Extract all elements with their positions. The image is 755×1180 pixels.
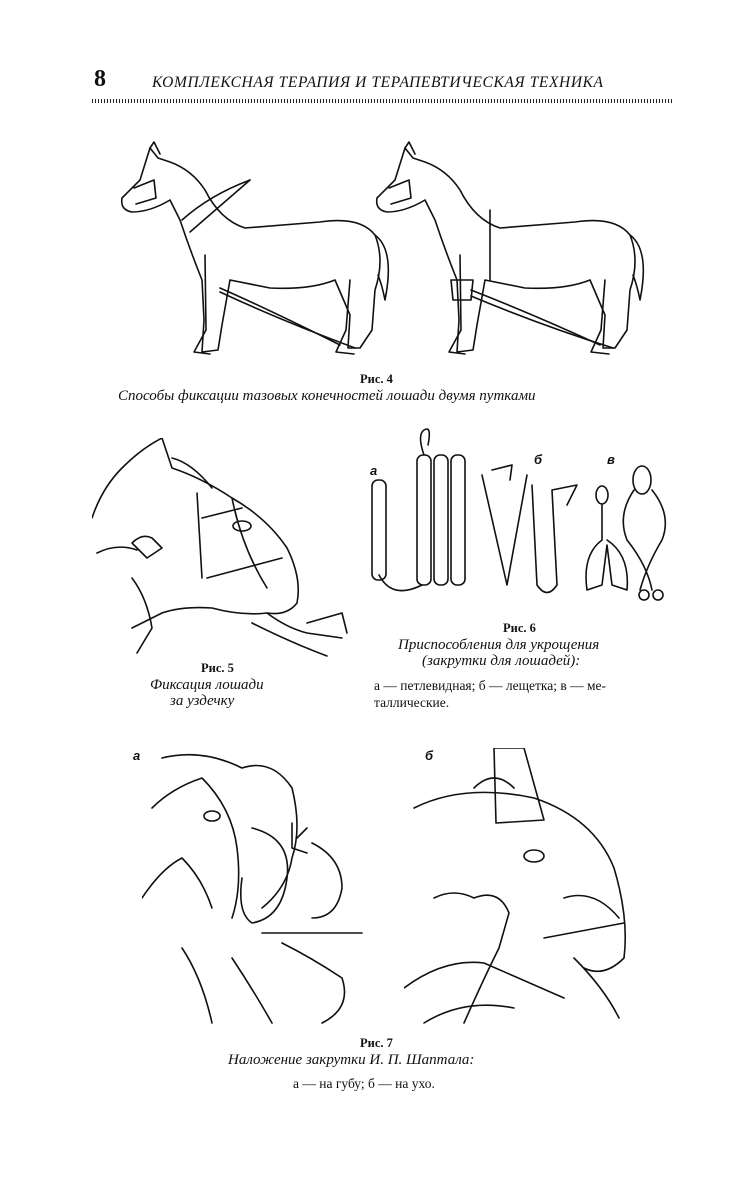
fig6-caption-line1: Приспособления для укрощения bbox=[398, 637, 600, 653]
fig6-illustration bbox=[362, 425, 682, 615]
fig7-caption: Наложение закрутки И. П. Шаптала: bbox=[228, 1052, 475, 1068]
running-title: КОМПЛЕКСНАЯ ТЕРАПИЯ И ТЕРАПЕВТИЧЕСКАЯ ТЕХНИКА bbox=[152, 74, 604, 91]
fig6-letter-v: в bbox=[607, 452, 615, 467]
fig4-label: Рис. 4 bbox=[360, 372, 393, 386]
fig6-legend-line2: таллические. bbox=[374, 695, 450, 710]
fig6-letter-a: а bbox=[370, 463, 378, 478]
fig7a-illustration bbox=[142, 748, 367, 1028]
fig6-label: Рис. 6 bbox=[503, 621, 536, 635]
fig5-label: Рис. 5 bbox=[201, 661, 234, 675]
page-number: 8 bbox=[94, 66, 106, 92]
fig7-legend: а — на губу; б — на ухо. bbox=[293, 1076, 435, 1091]
loop-twitch-drawing bbox=[372, 429, 465, 591]
fig7-letter-b: б bbox=[425, 748, 434, 763]
horse-right-drawing bbox=[377, 142, 644, 354]
fig7b-illustration bbox=[404, 748, 644, 1028]
pincer-twitch-drawing bbox=[482, 465, 577, 593]
header-rule bbox=[92, 99, 674, 103]
fig5-caption-line2: за уздечку bbox=[170, 693, 235, 709]
fig5-caption-line1: Фиксация лошади bbox=[150, 677, 264, 693]
fig5-illustration bbox=[92, 438, 352, 660]
horse-left-drawing bbox=[122, 142, 389, 354]
fig6-caption-line2: (закрутки для лошадей): bbox=[422, 653, 581, 669]
fig6-letter-b: б bbox=[534, 452, 543, 467]
fig4-illustration bbox=[110, 140, 650, 365]
metal-twitch-drawing bbox=[586, 466, 665, 600]
fig7-label: Рис. 7 bbox=[360, 1036, 393, 1050]
fig4-caption: Способы фиксации тазовых конечностей лошади двумя путками bbox=[118, 388, 536, 404]
fig6-legend-line1: а — петлевидная; б — лещетка; в — ме- bbox=[374, 678, 607, 693]
fig7-letter-a: а bbox=[133, 748, 141, 763]
